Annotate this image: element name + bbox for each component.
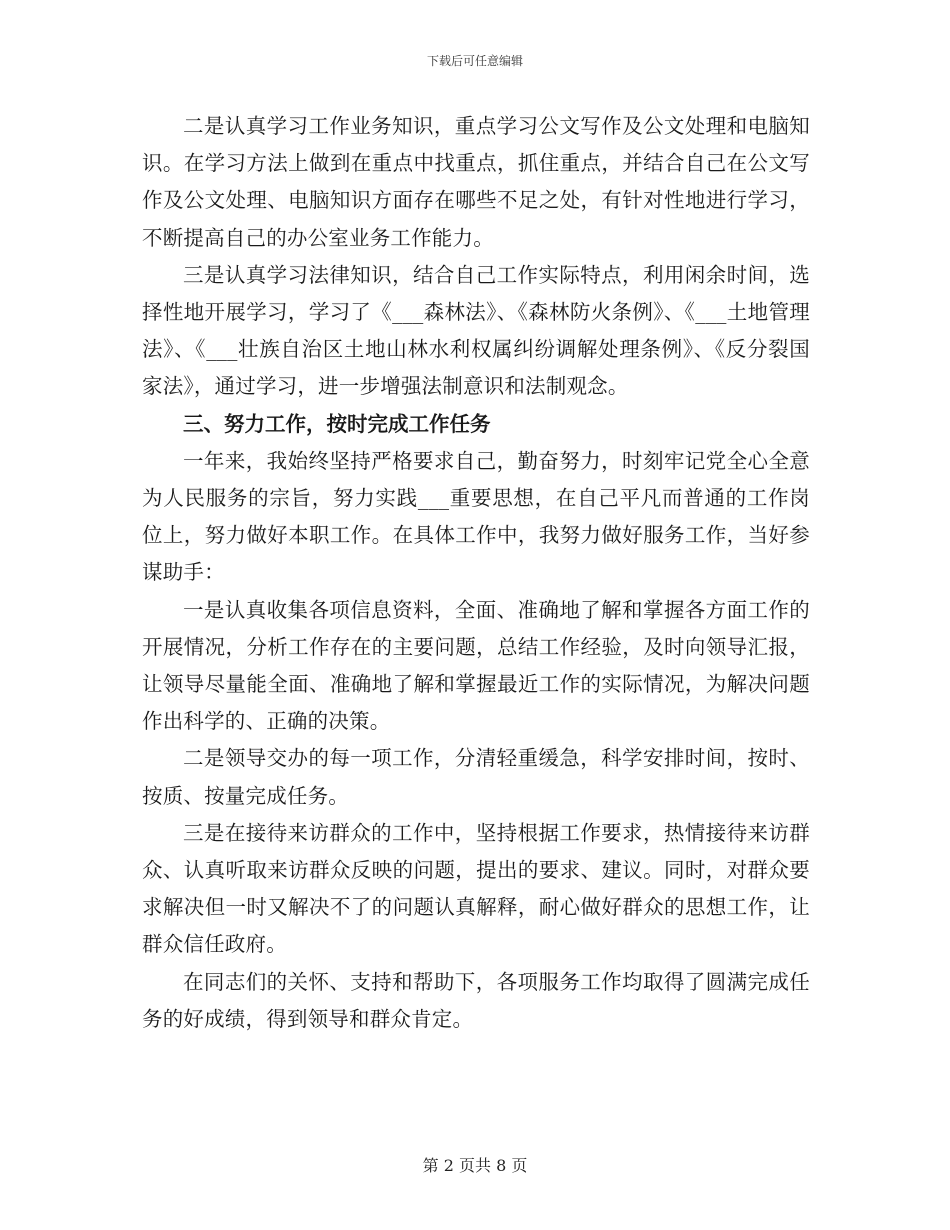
paragraph-information-collection: 一是认真收集各项信息资料，全面、准确地了解和掌握各方面工作的开展情况，分析工作存在的主要问题，总结工作经验，及时向领导汇报，让领导尽量能全面、准确地了解和掌握最近工作的实际情况，为解决问题作出科学的、正确的决策。 — [142, 597, 810, 734]
paragraph-visitor-reception: 三是在接待来访群众的工作中，坚持根据工作要求，热情接待来访群众、认真听取来访群众反映的问题，提出的要求、建议。同时，对群众要求解决但一时又解决不了的问题认真解释，耐心做好群众的思想工作，让群众信任政府。 — [142, 820, 810, 957]
paragraph-legal-study: 三是认真学习法律知识，结合自己工作实际特点，利用闲余时间，选择性地开展学习，学习了《___森林法》、《森林防火条例》、《___土地管理法》、《___壮族自治区土地山林水利权属纠纷调解处理条例》、《反分裂国家法》，通过学习，进一步增强法制意识和法制观念。 — [142, 262, 810, 399]
paragraph-business-study: 二是认真学习工作业务知识，重点学习公文写作及公文处理和电脑知识。在学习方法上做到在重点中找重点，抓住重点，并结合自己在公文写作及公文处理、电脑知识方面存在哪些不足之处，有针对性地进行学习，不断提高自己的办公室业务工作能力。 — [142, 114, 810, 250]
paragraph-conclusion: 在同志们的关怀、支持和帮助下，各项服务工作均取得了圆满完成任务的好成绩，得到领导和群众肯定。 — [142, 969, 810, 1031]
section-heading: 三、努力工作，按时完成工作任务 — [183, 411, 491, 436]
document-body — [142, 108, 810, 1038]
paragraph-assigned-tasks: 二是领导交办的每一项工作，分清轻重缓急，科学安排时间，按时、按质、按量完成任务。 — [142, 746, 810, 808]
page-header: 下载后可任意编辑 — [426, 54, 523, 68]
paragraph-year-summary: 一年来，我始终坚持严格要求自己，勤奋努力，时刻牢记党全心全意为人民服务的宗旨，努力实践___重要思想，在自己平凡而普通的工作岗位上，努力做好本职工作。在具体工作中，我努力做好服务工作，当好参谋助手： — [142, 448, 810, 585]
page-number: 第 2 页共 8 页 — [422, 1156, 528, 1175]
